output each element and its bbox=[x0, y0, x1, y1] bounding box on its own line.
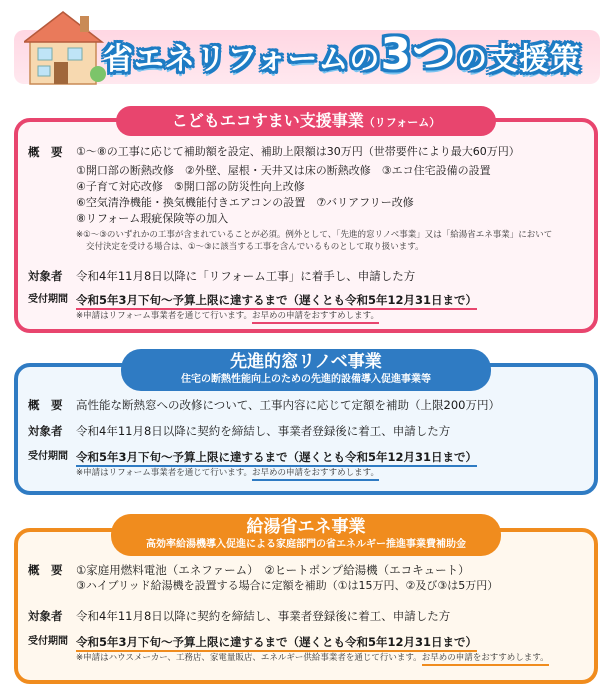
section2-title-pill bbox=[121, 349, 491, 391]
section1-item-1: ①開口部の断熱改修 bbox=[76, 164, 174, 177]
title-part3: の支援策 bbox=[457, 42, 582, 77]
section3-target-label: 対象者 bbox=[28, 609, 63, 623]
section1-period-text: 令和5年3月下旬～予算上限に達するまで（遅くとも令和5年12月31日まで） bbox=[76, 293, 477, 310]
section2-period-text: 令和5年3月下旬～予算上限に達するまで（遅くとも令和5年12月31日まで） bbox=[76, 450, 477, 467]
section3-gaiyou-label: 概 要 bbox=[28, 563, 63, 577]
section1-gaiyou-label: 概 要 bbox=[28, 145, 63, 159]
section1-title-suffix: （リフォーム） bbox=[363, 116, 441, 129]
section-mado-renove bbox=[14, 352, 598, 495]
section1-item-8: ⑧リフォーム瑕疵保険等の加入 bbox=[76, 212, 229, 225]
section2-period-label: 受付期間 bbox=[28, 451, 68, 462]
section2-period-note-a: ※申請はリフォーム事業者を通じて行います。 bbox=[76, 468, 253, 478]
section2-target-label: 対象者 bbox=[28, 424, 63, 438]
section3-period-label: 受付期間 bbox=[28, 636, 68, 647]
section1-title-pill bbox=[116, 106, 496, 136]
section3-title-pill bbox=[111, 514, 501, 556]
page-header bbox=[0, 0, 612, 92]
section1-gaiyou-row bbox=[28, 144, 584, 253]
section3-title: 給湯省エネ事業 bbox=[246, 517, 366, 537]
section2-gaiyou-text: 高性能な断熱窓への改修について、工事内容に応じて定額を補助（上限200万円） bbox=[76, 398, 500, 412]
section1-period-label: 受付期間 bbox=[28, 294, 68, 305]
section1-note-1: ※①～③のいずれかの工事が含まれていることが必須。例外として、「先進的窓リノベ事業」又は「給湯省エネ事業」において bbox=[76, 230, 553, 240]
section1-period-row bbox=[28, 292, 584, 322]
section1-note-2: 交付決定を受ける場合は、①～③に該当する工事を含んでいるものとして取り扱います。 bbox=[86, 242, 424, 252]
section2-gaiyou-label: 概 要 bbox=[28, 398, 63, 412]
section1-gaiyou-text: ①～⑧の工事に応じて補助額を設定、補助上限額は30万円（世帯要件により最大60万円） bbox=[76, 145, 520, 158]
section1-item-4: ④子育て対応改修 bbox=[76, 180, 163, 193]
section1-items-row1 bbox=[76, 163, 584, 179]
section1-target-label: 対象者 bbox=[28, 269, 63, 283]
section3-period-row bbox=[28, 634, 584, 664]
section3-gaiyou-line2: ③ハイブリッド給湯機を設置する場合に定額を補助（①は15万円、②及び③は5万円） bbox=[76, 579, 499, 592]
section1-period-note-b: お早めの申請をおすすめします。 bbox=[252, 311, 379, 324]
section2-subtitle: 住宅の断熱性能向上のための先進的設備導入促進事業等 bbox=[181, 374, 431, 385]
section-kodomo-eco bbox=[14, 111, 598, 333]
section1-item-2: ②外壁、屋根・天井又は床の断熱改修 bbox=[184, 164, 371, 177]
section3-period-note-a: ※申請はハウスメーカー、工務店、家電量販店、エネルギー供給事業者を通じて行います。 bbox=[76, 653, 422, 663]
section3-target-text: 令和4年11月8日以降に契約を締結し、事業者登録後に着工、申請した方 bbox=[76, 609, 451, 623]
section2-period-row bbox=[28, 449, 584, 479]
section3-period-text: 令和5年3月下旬～予算上限に達するまで（遅くとも令和5年12月31日まで） bbox=[76, 635, 477, 652]
section2-target-row bbox=[28, 423, 584, 439]
section1-item-3: ③エコ住宅設備の設置 bbox=[381, 164, 491, 177]
section2-period-note-b: お早めの申請をおすすめします。 bbox=[252, 468, 379, 481]
section1-target-row bbox=[28, 268, 584, 284]
section1-target-text: 令和4年11月8日以降に「リフォーム工事」に着手し、申請した方 bbox=[76, 269, 416, 283]
title-part2: 3つ bbox=[380, 29, 458, 80]
section1-items-row3 bbox=[76, 195, 584, 211]
section1-title: こどもエコすまい支援事業 bbox=[171, 111, 364, 130]
title-part1: 省エネリフォームの bbox=[102, 42, 381, 77]
section3-period-note-b: お早めの申請をおすすめします。 bbox=[422, 653, 549, 666]
section1-period-note-a: ※申請はリフォーム事業者を通じて行います。 bbox=[76, 311, 253, 321]
section3-gaiyou-line1: ①家庭用燃料電池（エネファーム） ②ヒートポンプ給湯機（エコキュート） bbox=[76, 563, 470, 577]
section2-title: 先進的窓リノベ事業 bbox=[230, 352, 382, 372]
section1-items-row2 bbox=[76, 179, 584, 195]
section2-target-text: 令和4年11月8日以降に契約を締結し、事業者登録後に着工、申請した方 bbox=[76, 424, 451, 438]
section1-item-7: ⑦バリアフリー改修 bbox=[316, 196, 414, 209]
section1-item-5: ⑤開口部の防災性向上改修 bbox=[173, 180, 305, 193]
section3-gaiyou-row bbox=[28, 562, 584, 594]
page-title bbox=[92, 18, 592, 82]
section3-target-row bbox=[28, 608, 584, 624]
section1-item-6: ⑥空気清浄機能・換気機能付きエアコンの設置 bbox=[76, 196, 306, 209]
section2-gaiyou-row bbox=[28, 397, 584, 413]
section3-subtitle: 高効率給湯機導入促進による家庭部門の省エネルギー推進事業費補助金 bbox=[146, 539, 466, 550]
section-kyuto-shoene bbox=[14, 517, 598, 684]
